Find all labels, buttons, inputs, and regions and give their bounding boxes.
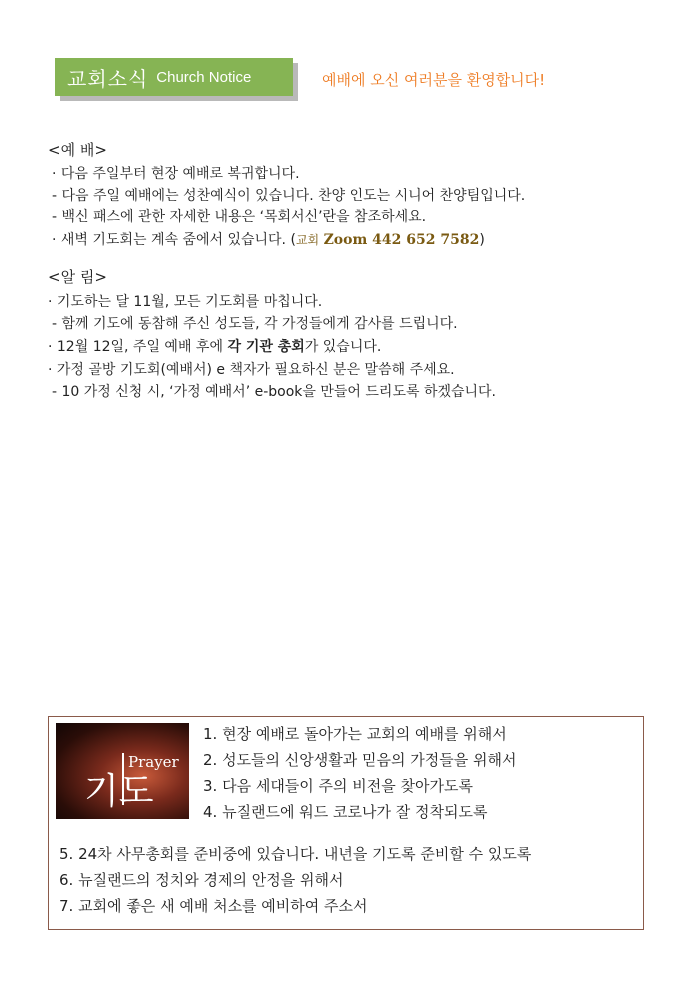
prayer-item: 3. 다음 세대들이 주의 비전을 찾아가도록	[203, 777, 473, 795]
prayer-item: 7. 교회에 좋은 새 예배 처소를 예비하여 주소서	[59, 897, 368, 915]
notice-line: · 가정 골방 기도회(예배서) e 책자가 필요하신 분은 말씀해 주세요.	[48, 362, 455, 378]
notice-line: - 함께 기도에 동참해 주신 성도들, 각 가정들에게 감사를 드립니다.	[52, 316, 458, 332]
worship-line-zoom	[52, 229, 485, 249]
worship-line: - 백신 패스에 관한 자세한 내용은 ‘목회서신’란을 참조하세요.	[52, 209, 427, 225]
notice-line: - 10 가정 신청 시, ‘가정 예배서’ e-book을 만들어 드리도록 하겠습니다.	[52, 384, 497, 400]
notice-after: 가 있습니다.	[304, 339, 382, 355]
worship-heading: <예 배>	[48, 141, 107, 159]
worship-line: · 다음 주일부터 현장 예배로 복귀합니다.	[52, 166, 300, 182]
notice-bold: 각 기관 총회	[227, 339, 305, 355]
welcome-message: 예배에 오신 여러분을 환영합니다!	[322, 71, 546, 89]
worship-line-text: · 새벽 기도회는 계속 줌에서 있습니다. (	[52, 232, 296, 248]
prayer-item: 4. 뉴질랜드에 워드 코로나가 잘 정착되도록	[203, 803, 488, 821]
prayer-box	[48, 716, 644, 930]
banner-title-kr: 교회소식	[67, 66, 149, 91]
prayer-item: 1. 현장 예배로 돌아가는 교회의 예배를 위해서	[203, 725, 507, 743]
image-word-en: Prayer	[128, 753, 179, 771]
prayer-hands-image	[56, 723, 189, 819]
prayer-item: 6. 뉴질랜드의 정치와 경제의 안정을 위해서	[59, 871, 344, 889]
notice-line-bold	[48, 336, 381, 356]
notice-text: · 12월 12일, 주일 예배 후에	[48, 339, 228, 355]
image-word-kr: 기도	[84, 771, 154, 812]
notice-line: · 기도하는 달 11월, 모든 기도회를 마칩니다.	[48, 294, 323, 310]
prayer-item: 2. 성도들의 신앙생활과 믿음의 가정들을 위해서	[203, 751, 517, 769]
notices-heading: <알 림>	[48, 268, 107, 286]
zoom-label: 교회	[295, 233, 320, 247]
prayer-item: 5. 24차 사무총회를 준비중에 있습니다. 내년을 기도록 준비할 수 있도록	[59, 845, 532, 863]
church-notice-banner	[55, 58, 293, 96]
worship-line: - 다음 주일 예배에는 성찬예식이 있습니다. 찬양 인도는 시니어 찬양팀입니다.	[52, 188, 526, 204]
zoom-close: )	[479, 232, 485, 248]
banner-title-en: Church Notice	[156, 68, 252, 86]
zoom-id: Zoom 442 652 7582	[323, 232, 480, 248]
